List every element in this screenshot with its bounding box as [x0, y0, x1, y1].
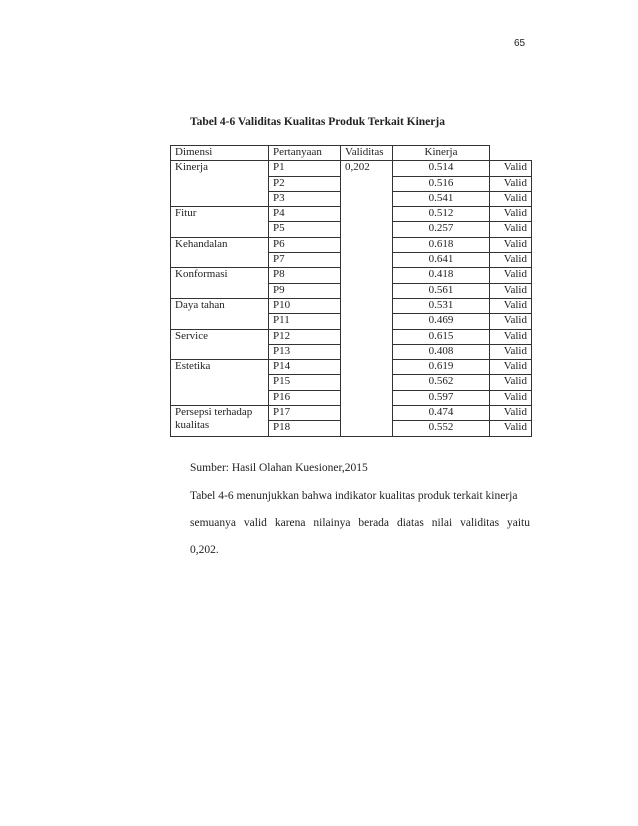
- question-cell: P14: [269, 360, 341, 375]
- question-cell: P16: [269, 390, 341, 405]
- value-cell: 0.474: [393, 406, 490, 421]
- value-cell: 0.512: [393, 207, 490, 222]
- result-cell: Valid: [490, 375, 532, 390]
- value-cell: 0.561: [393, 283, 490, 298]
- question-cell: P18: [269, 421, 341, 436]
- dimension-cell: Konformasi: [171, 268, 269, 299]
- question-cell: P4: [269, 207, 341, 222]
- question-cell: P2: [269, 176, 341, 191]
- question-cell: P13: [269, 344, 341, 359]
- question-cell: P6: [269, 237, 341, 252]
- value-cell: 0.541: [393, 191, 490, 206]
- question-cell: P8: [269, 268, 341, 283]
- value-cell: 0.618: [393, 237, 490, 252]
- dimension-cell: Daya tahan: [171, 298, 269, 329]
- question-cell: P12: [269, 329, 341, 344]
- paragraph-line: semuanya valid karena nilainya berada diatas nilai validitas yaitu: [190, 517, 530, 529]
- table-title: Tabel 4-6 Validitas Kualitas Produk Terkait Kinerja: [190, 116, 445, 128]
- question-cell: P15: [269, 375, 341, 390]
- question-cell: P10: [269, 298, 341, 313]
- result-cell: Valid: [490, 191, 532, 206]
- result-cell: Valid: [490, 298, 532, 313]
- question-cell: P7: [269, 253, 341, 268]
- dimension-cell: Persepsi terhadap kualitas: [171, 406, 269, 437]
- question-cell: P1: [269, 161, 341, 176]
- question-cell: P17: [269, 406, 341, 421]
- header-kinerja: Kinerja: [393, 146, 490, 161]
- result-cell: Valid: [490, 329, 532, 344]
- value-cell: 0.597: [393, 390, 490, 405]
- value-cell: 0.408: [393, 344, 490, 359]
- value-cell: 0.562: [393, 375, 490, 390]
- validity-threshold-cell: 0,202: [341, 161, 393, 436]
- value-cell: 0.619: [393, 360, 490, 375]
- value-cell: 0.516: [393, 176, 490, 191]
- question-cell: P9: [269, 283, 341, 298]
- dimension-cell: Service: [171, 329, 269, 360]
- result-cell: Valid: [490, 268, 532, 283]
- question-cell: P3: [269, 191, 341, 206]
- validity-table: [170, 145, 532, 437]
- result-cell: Valid: [490, 237, 532, 252]
- value-cell: 0.257: [393, 222, 490, 237]
- question-cell: P5: [269, 222, 341, 237]
- result-cell: Valid: [490, 360, 532, 375]
- table-source: Sumber: Hasil Olahan Kuesioner,2015: [190, 462, 368, 474]
- dimension-cell: Estetika: [171, 360, 269, 406]
- dimension-cell: Kehandalan: [171, 237, 269, 268]
- question-cell: P11: [269, 314, 341, 329]
- paragraph-line: 0,202.: [190, 544, 219, 556]
- table-row: [171, 161, 532, 176]
- header-pertanyaan: Pertanyaan: [269, 146, 341, 161]
- result-cell: Valid: [490, 283, 532, 298]
- result-cell: Valid: [490, 314, 532, 329]
- result-cell: Valid: [490, 406, 532, 421]
- value-cell: 0.641: [393, 253, 490, 268]
- result-cell: Valid: [490, 421, 532, 436]
- result-cell: Valid: [490, 390, 532, 405]
- dimension-cell: Kinerja: [171, 161, 269, 207]
- result-cell: Valid: [490, 176, 532, 191]
- value-cell: 0.615: [393, 329, 490, 344]
- header-dimensi: Dimensi: [171, 146, 269, 161]
- header-validitas: Validitas: [341, 146, 393, 161]
- result-cell: Valid: [490, 207, 532, 222]
- result-cell: Valid: [490, 344, 532, 359]
- value-cell: 0.418: [393, 268, 490, 283]
- table-header-row: [171, 146, 532, 161]
- dimension-cell: Fitur: [171, 207, 269, 238]
- paragraph-line: Tabel 4-6 menunjukkan bahwa indikator kualitas produk terkait kinerja: [190, 490, 518, 502]
- result-cell: Valid: [490, 222, 532, 237]
- header-empty: [490, 146, 532, 161]
- page-number: 65: [514, 38, 526, 49]
- value-cell: 0.469: [393, 314, 490, 329]
- result-cell: Valid: [490, 161, 532, 176]
- value-cell: 0.514: [393, 161, 490, 176]
- result-cell: Valid: [490, 253, 532, 268]
- value-cell: 0.552: [393, 421, 490, 436]
- value-cell: 0.531: [393, 298, 490, 313]
